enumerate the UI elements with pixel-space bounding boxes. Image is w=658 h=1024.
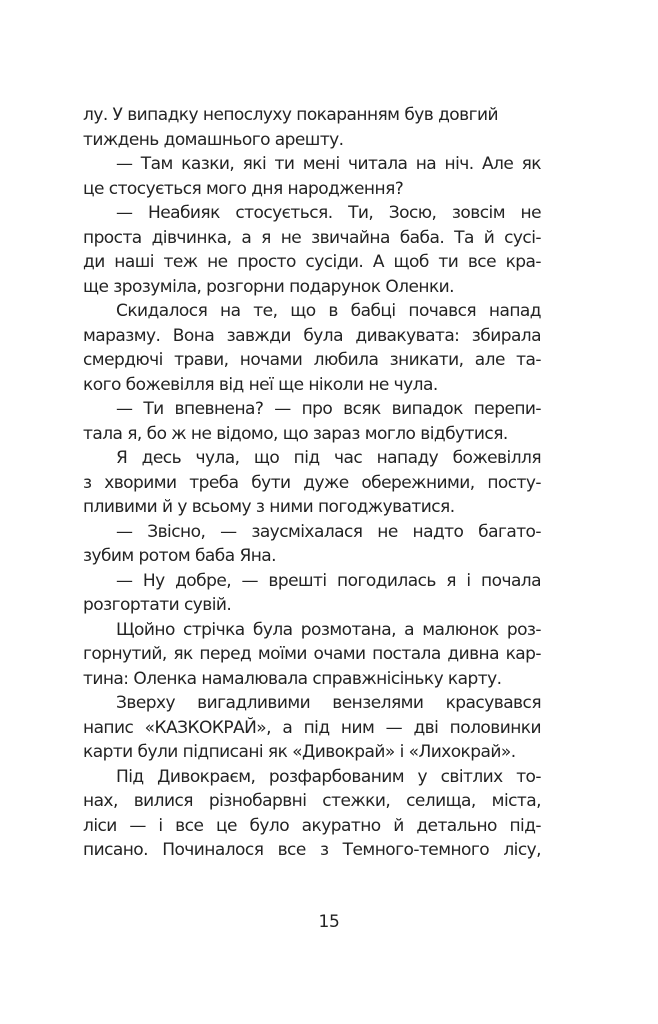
text-line: маразму. Вона завжди була дивакувата: збирала <box>83 325 541 346</box>
text-line: Скидалося на те, що в бабці почався напад <box>116 301 541 321</box>
text-line: ліси — і все це було акуратно й детально під- <box>83 815 541 836</box>
text-line: Зверху вигадливими вензелями красувався <box>116 693 541 713</box>
body-text <box>83 103 541 863</box>
text-line: зубим ротом баба Яна. <box>83 546 276 566</box>
text-line: — Ти впевнена? — про всяк випадок перепи- <box>116 399 541 419</box>
text-line: Під Дивокраєм, розфарбованим у світлих то- <box>116 766 541 787</box>
text-line: кого божевілля від неї ще ніколи не чула. <box>83 374 438 395</box>
text-line: карти були підписані як «Дивокрай» і «Лихокрай». <box>83 742 516 762</box>
text-line: — Звісно, — заусміхалася не надто багато- <box>116 521 541 542</box>
text-line: це стосується мого дня народження? <box>83 178 404 199</box>
text-line: напис «КАЗКОКРАЙ», а під ним — дві половинки <box>83 717 541 738</box>
text-line: — Ну добре, — врешті погодилась я і почала <box>116 570 541 591</box>
text-line: ще зрозуміла, розгорни подарунок Оленки. <box>83 276 455 297</box>
text-line: нах, вилися різнобарвні стежки, селища, міста, <box>83 791 541 811</box>
page-number: 15 <box>318 912 340 932</box>
text-line: лу. У випадку непослуху покаранням був довгий <box>83 105 498 125</box>
text-line: тиждень домашнього арешту. <box>83 129 344 150</box>
text-line: з хворими треба бути дуже обережними, посту- <box>83 472 541 493</box>
text-line: тала я, бо ж не відомо, що зараз могло відбутися. <box>83 423 508 444</box>
text-line: горнутий, як перед моїми очами постала дивна кар- <box>83 644 541 664</box>
text-line: пливими й у всьому з ними погоджуватися. <box>83 497 455 517</box>
text-line: проста дівчинка, а я не звичайна баба. Та й сусі- <box>83 227 541 248</box>
text-line: — Неабияк стосується. Ти, Зосю, зовсім не <box>116 203 541 223</box>
text-line: смердючі трави, ночами любила зникати, але та- <box>83 350 541 370</box>
text-line: писано. Починалося все з Темного-темного лісу, <box>83 840 541 860</box>
text-line: — Там казки, які ти мені читала на ніч. Але як <box>116 154 541 174</box>
text-line: розгортати сувій. <box>83 595 232 615</box>
text-line: тина: Оленка намалювала справжнісіньку карту. <box>83 668 502 689</box>
text-line: Я десь чула, що під час нападу божевілля <box>116 448 541 468</box>
text-line: ди наші теж не просто сусіди. А щоб ти все кра- <box>83 252 541 272</box>
text-line: Щойно стрічка була розмотана, а малюнок роз- <box>116 619 541 640</box>
